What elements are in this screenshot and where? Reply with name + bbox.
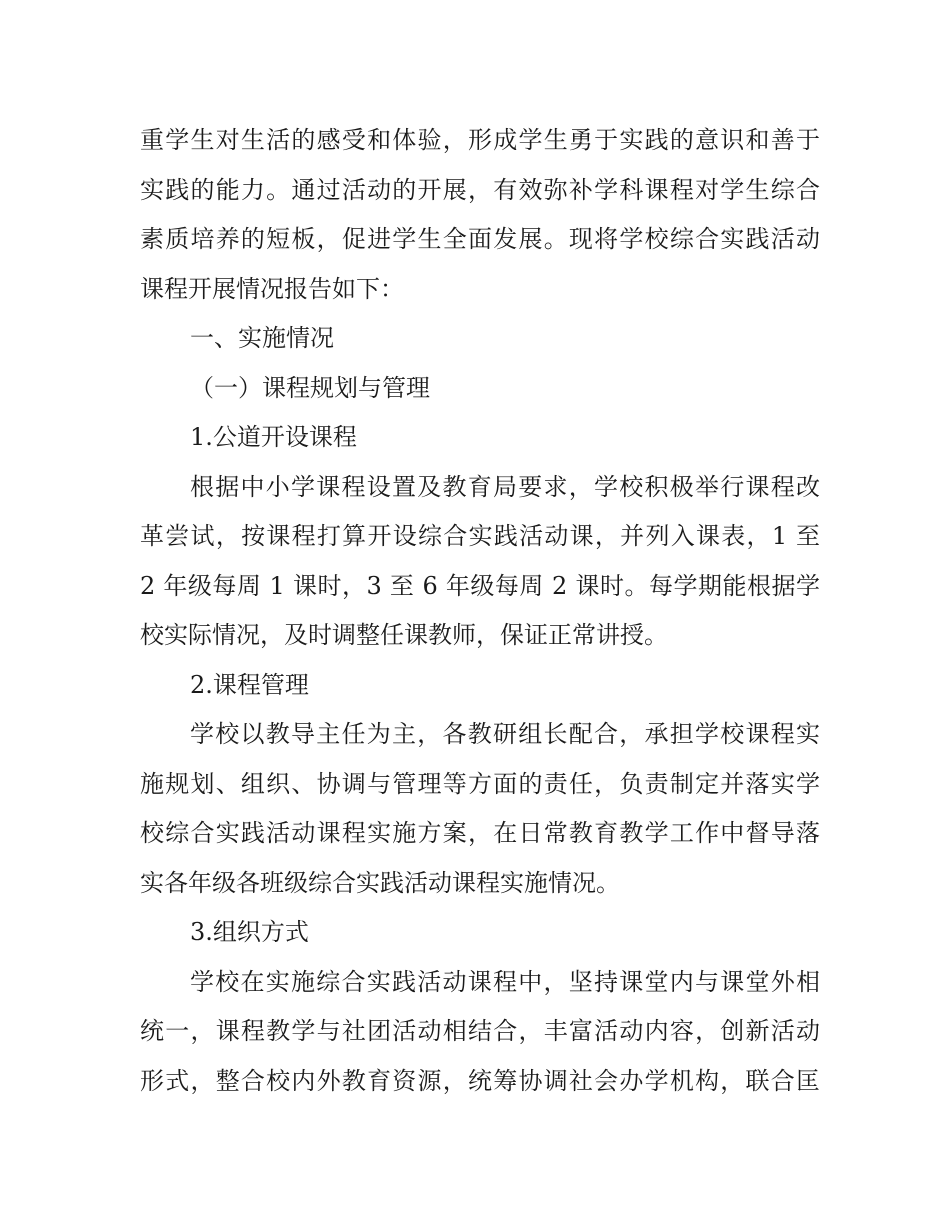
- text-line: 2 年级每周 1 课时，3 至 6 年级每周 2 课时。每学期能根据学: [140, 571, 820, 600]
- text-line: 实践的能力。通过活动的开展，有效弥补学科课程对学生综合: [140, 175, 820, 204]
- text-line: 革尝试，按课程打算开设综合实践活动课，并列入课表，1 至: [140, 522, 820, 550]
- text-line: 形式，整合校内外教育资源，统筹协调社会办学机构，联合匡: [140, 1066, 820, 1095]
- text-line: （一）课程规划与管理: [190, 373, 430, 402]
- text-line: 素质培养的短板，促进学生全面发展。现将学校综合实践活动: [140, 225, 820, 253]
- text-line: 校实际情况，及时调整任课教师，保证正常讲授。: [140, 621, 668, 649]
- text-line: 学校在实施综合实践活动课程中，坚持课堂内与课堂外相: [190, 967, 820, 996]
- text-line: 实各年级各班级综合实践活动课程实施情况。: [140, 868, 620, 897]
- text-line: 统一，课程教学与社团活动相结合，丰富活动内容，创新活动: [140, 1017, 820, 1045]
- text-line: 一、实施情况: [190, 324, 334, 352]
- text-line: 2.课程管理: [190, 670, 309, 699]
- text-line: 课程开展情况报告如下：: [140, 274, 404, 303]
- text-line: 1.公道开设课程: [190, 423, 357, 451]
- text-line: 根据中小学课程设置及教育局要求，学校积极举行课程改: [190, 472, 820, 501]
- text-line: 校综合实践活动课程实施方案，在日常教育教学工作中督导落: [140, 819, 820, 847]
- text-line: 3.组织方式: [190, 918, 309, 946]
- text-line: 学校以教导主任为主，各教研组长配合，承担学校课程实: [190, 720, 820, 748]
- text-line: 重学生对生活的感受和体验，形成学生勇于实践的意识和善于: [140, 126, 820, 154]
- document-body: [140, 116, 820, 1106]
- text-line: 施规划、组织、协调与管理等方面的责任，负责制定并落实学: [140, 769, 820, 798]
